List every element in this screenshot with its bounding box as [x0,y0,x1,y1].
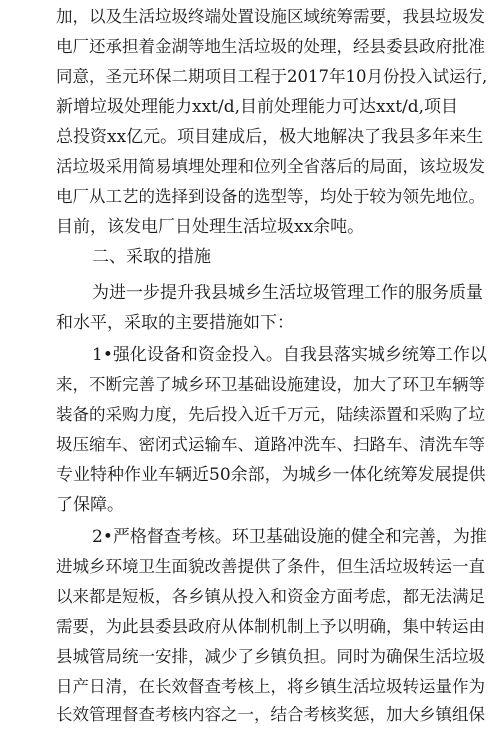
paragraph-line: 目前，该发电厂日处理生活垃圾xx余吨。 [56,217,365,237]
paragraph-line: 1•强化设备和资金投入。自我县落实城乡统筹工作以 [92,345,487,365]
paragraph-line: 总投资xx亿元。项目建成后，极大地解决了我县多年来生 [56,127,484,147]
paragraph-line: 了保障。 [56,495,124,515]
paragraph-line: 和水平，采取的主要措施如下： [56,313,294,333]
paragraph-line: 来，不断完善了城乡环卫基础设施建设，加大了环卫车辆等 [56,375,485,394]
paragraph-line: 为进一步提升我县城乡生活垃圾管理工作的服务质量 [92,283,483,303]
paragraph-line: 装备的采购力度，先后投入近千万元，陆续添置和采购了垃 [56,405,485,424]
paragraph-line: 新增垃圾处理能力xxt/d,目前处理能力可达xxt/d,项目 [56,97,459,117]
paragraph-line: 加，以及生活垃圾终端处置设施区域统筹需要，我县垃圾发 [56,7,485,26]
paragraph-line: 日产日清，在长效督查考核上，将乡镇生活垃圾转运量作为 [56,677,485,696]
paragraph-line: 长效管理督查考核内容之一，结合考核奖惩，加大乡镇组保 [56,705,485,724]
section-heading: 二、采取的措施 [92,247,211,267]
paragraph-line: 县城管局统一安排，减少了乡镇负担。同时为确保生活垃圾 [56,647,485,666]
paragraph-line: 需要，为此县委县政府从体制机制上予以明确，集中转运由 [56,617,485,636]
paragraph-line: 以来都是短板，各乡镇从投入和资金方面考虑，都无法满足 [56,587,485,606]
paragraph-line: 电厂从工艺的选择到设备的选型等，均处于较为领先地位。 [56,187,485,206]
paragraph-line: 圾压缩车、密闭式运输车、道路冲洗车、扫路车、清洗车等 [56,435,485,454]
paragraph-line: 活垃圾采用简易填埋处理和位列全省落后的局面，该垃圾发 [56,157,485,176]
paragraph-line: 同意，圣元环保二期项目工程于2017年10月份投入试运行, [56,67,488,86]
paragraph-line: 进城乡环境卫生面貌改善提供了条件，但生活垃圾转运一直 [56,557,485,576]
paragraph-line: 2•严格督查考核。环卫基础设施的健全和完善，为推 [92,527,487,547]
paragraph-line: 电厂还承担着金湖等地生活垃圾的处理，经县委县政府批准 [56,37,485,56]
paragraph-line: 专业特种作业车辆近50余部，为城乡一体化统筹发展提供 [56,465,486,485]
